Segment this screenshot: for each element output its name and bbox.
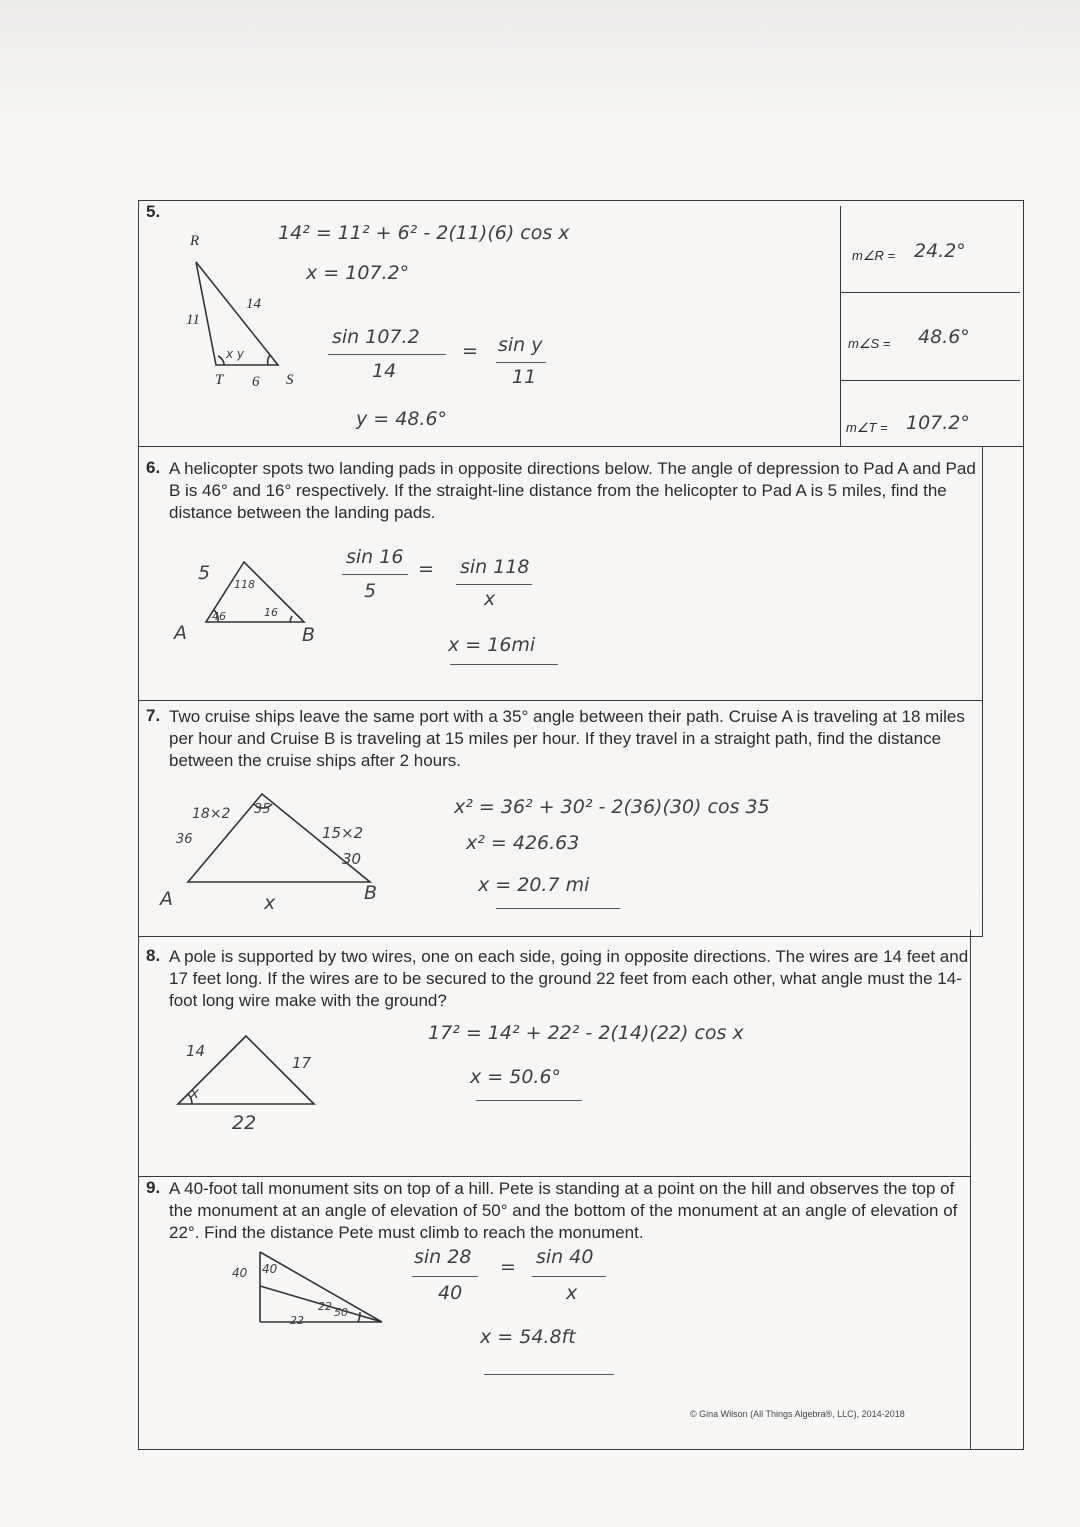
q6-side-label: 5 (198, 562, 211, 584)
angle-arc-16 (290, 616, 292, 622)
q9-height-a: 40 (232, 1266, 248, 1280)
q7-right-top: 15×2 (322, 824, 364, 842)
q6-right-angle: 16 (264, 606, 278, 619)
q7-left-top: 18×2 (192, 806, 231, 822)
q5-y-result: y = 48.6° (356, 408, 448, 430)
question-7-number: 7. (146, 706, 161, 725)
answer-t-value: 107.2° (906, 412, 970, 434)
q5-x-result: x = 107.2° (306, 262, 410, 284)
q9-num-right: sin 40 (536, 1246, 594, 1268)
q6-vertex-b: B (302, 624, 316, 646)
q5-equals: = (462, 340, 478, 362)
q7-work-line-2: x² = 426.63 (466, 832, 580, 854)
angle-arc-x (218, 356, 224, 365)
section-divider-7-8 (138, 936, 983, 937)
q6-fraction-bar-right (456, 584, 532, 585)
vertex-s-label: S (286, 372, 294, 388)
side-rs-label: 14 (246, 296, 261, 312)
q9-num-left: sin 28 (414, 1246, 472, 1268)
q5-law-of-cosines: 14² = 11² + 6² - 2(11)(6) cos x (278, 222, 570, 244)
q9-angle-b: 50 (334, 1306, 348, 1319)
answer-row-divider-2 (840, 380, 1020, 381)
q5-sine-num-right: sin y (498, 334, 543, 356)
q7-vertex-b: B (364, 882, 378, 904)
q9-fraction-bar-left (412, 1276, 478, 1277)
q7-vertex-a: A (160, 888, 173, 910)
section-divider-8-9 (138, 1176, 970, 1177)
angle-marks-label: x y (226, 347, 245, 361)
side-rt-label: 11 (186, 312, 200, 328)
q7-work-line-3: x = 20.7 mi (478, 874, 590, 896)
answer-s-label: m∠S = (848, 336, 891, 351)
answer-t-label: m∠T = (846, 420, 888, 435)
q6-num-right: sin 118 (460, 556, 530, 578)
q8-work-line-1: 17² = 14² + 22² - 2(14)(22) cos x (428, 1022, 744, 1044)
q5-sine-den-left: 14 (372, 360, 397, 382)
angle-arc (358, 1312, 360, 1322)
answer-s-value: 48.6° (918, 326, 970, 348)
q7-result-underline (496, 908, 620, 909)
q8-angle-x: x (190, 1084, 199, 1102)
q6-vertex-a: A (174, 622, 187, 644)
q8-left-side: 14 (186, 1042, 206, 1060)
question-7-text: Two cruise ships leave the same port with a 35° angle between their path. Cruise A is traveling at 18 miles per hour and Cruise B is traveling at 15 miles per hour. If they travel in a straight path, find the distance between the cruise ships after 2 hours. (169, 707, 965, 770)
vertex-t-label: T (215, 372, 224, 388)
vertex-r-label: R (190, 233, 200, 249)
right-border-lower (970, 930, 971, 1450)
answer-row-divider-1 (840, 292, 1020, 293)
q9-result-underline (484, 1374, 614, 1375)
q7-left-val: 36 (176, 832, 193, 847)
question-6-number: 6. (146, 458, 161, 477)
question-9-text: A 40-foot tall monument sits on top of a hill. Pete is standing at a point on the hill and observes the top of the monument at an angle of elevation of 50° and the bottom of the monument at an angle of elevation of 22°. Find the distance Pete must climb to reach the monument. (169, 1179, 958, 1242)
q5-sine-num-left: sin 107.2 (332, 326, 420, 348)
q6-result: x = 16mi (448, 634, 536, 656)
q8-base: 22 (232, 1112, 257, 1134)
question-9-number: 9. (146, 1178, 161, 1197)
q8-result-underline (476, 1100, 582, 1101)
q6-num-left: sin 16 (346, 546, 404, 568)
q7-work-line-1: x² = 36² + 30² - 2(36)(30) cos 35 (454, 796, 770, 818)
copyright-footer: © Gina Wilson (All Things Algebra®, LLC), 2014-2018 (690, 1409, 905, 1419)
q6-left-angle: 46 (212, 610, 226, 623)
question-6-text: A helicopter spots two landing pads in opposite directions below. The angle of depression to Pad A and Pad B is 46° and 16° respectively. If the straight-line distance from the helicopter to Pad A is 5 miles, find the distance between the landing pads. (169, 459, 976, 522)
q9-den-left: 40 (438, 1282, 463, 1304)
q9-height-b: 40 (262, 1262, 278, 1276)
q6-den-left: 5 (364, 580, 377, 602)
q7-right-val: 30 (342, 850, 362, 868)
question-8-text: A pole is supported by two wires, one on each side, going in opposite directions. The wires are 14 feet and 17 feet long. If the wires are to be secured to the ground 22 feet from each other, what angle must the 14-foot long wire make with the ground? (169, 947, 969, 1010)
answer-r-label: m∠R = (852, 248, 896, 263)
section-divider-5-6 (138, 446, 1024, 447)
q6-top-angle: 118 (234, 578, 255, 591)
q6-den-right: x (484, 588, 496, 610)
question-5-number: 5. (146, 202, 161, 221)
q9-equals: = (500, 1256, 516, 1278)
q7-angle: 35 (254, 802, 271, 817)
q9-base: 22 (290, 1314, 304, 1327)
q5-fraction-bar-left (328, 354, 446, 355)
angle-arc-y (268, 355, 270, 365)
q9-angle-a: 22 (318, 1300, 332, 1313)
q9-den-right: x (566, 1282, 578, 1304)
q6-equals: = (418, 558, 434, 580)
q7-base-x: x (264, 892, 276, 914)
question-9-figure (232, 1250, 392, 1330)
q5-sine-den-right: 11 (512, 366, 537, 388)
q6-result-underline (450, 664, 558, 665)
section-divider-6-7 (138, 700, 983, 701)
answer-r-value: 24.2° (914, 240, 966, 262)
q8-right-side: 17 (292, 1054, 312, 1072)
side-ts-label: 6 (252, 374, 260, 390)
q6-fraction-bar-left (342, 574, 408, 575)
q9-result: x = 54.8ft (480, 1326, 576, 1348)
q5-fraction-bar-right (496, 362, 546, 363)
answer-column-divider (840, 206, 841, 446)
q9-fraction-bar-right (532, 1276, 606, 1277)
question-8-number: 8. (146, 946, 161, 965)
q8-work-line-2: x = 50.6° (470, 1066, 562, 1088)
